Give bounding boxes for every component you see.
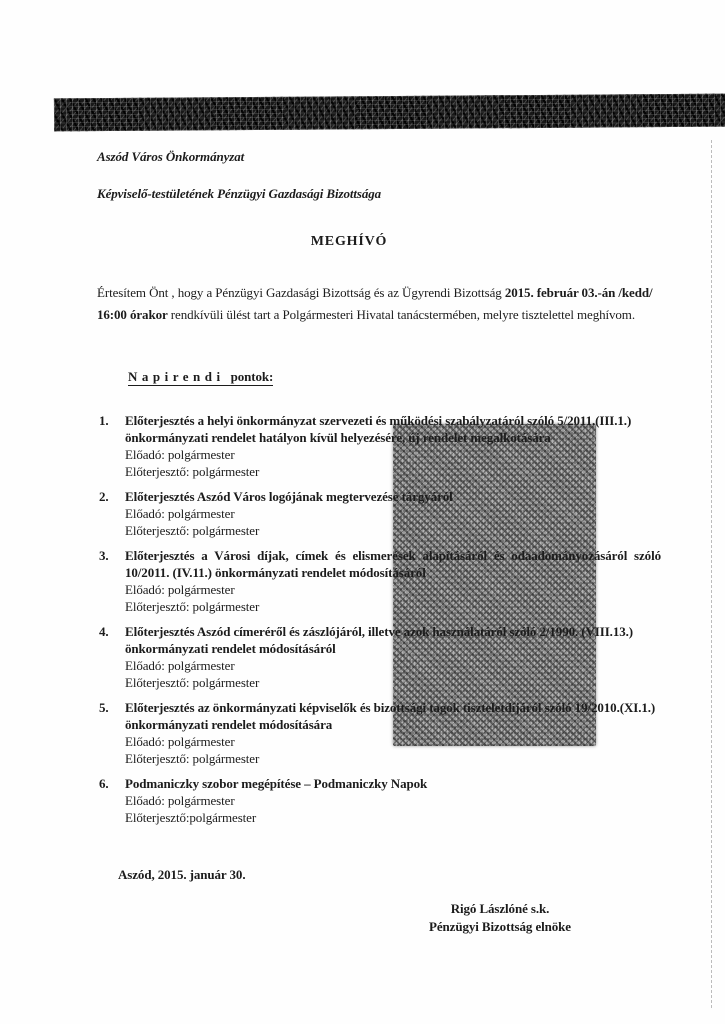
org-name: Aszód Város Önkormányzat	[97, 149, 245, 164]
committee-name: Képviselő-testületének Pénzügyi Gazdasági Bizottsága	[97, 186, 382, 201]
agenda-heading	[128, 368, 661, 386]
document-title: MEGHÍVÓ	[310, 234, 388, 249]
agenda-item-submitter: Előterjesztő: polgármester	[125, 675, 260, 690]
agenda-item-3	[97, 547, 661, 615]
agenda-item-number: 4.	[99, 624, 109, 639]
agenda-heading-word1: Napirendi	[128, 369, 225, 384]
agenda-item-submitter: Előterjesztő: polgármester	[125, 599, 260, 614]
agenda-item-title: Előterjesztés az önkormányzati képviselők és bizottsági tagok tiszteletdíjáról szóló 19/2010.(XI.1.) önkormányzati rendelet módosítására	[125, 700, 656, 732]
agenda-item-title: Előterjesztés Aszód címeréről és zászlójáról, illetve azok használatáról szóló 2/1990. (VIII.13.) önkormányzati rendelet módosításáról	[125, 624, 634, 656]
agenda-item-title: Podmaniczky szobor megépítése – Podmaniczky Napok	[125, 776, 428, 791]
agenda-item-number: 5.	[99, 700, 109, 715]
agenda-item-title: Előterjesztés a Városi díjak, címek és elismerések alapításáról és odaadományozásáról szóló 10/2011. (IV.11.) önkormányzati rendelet módosításáról	[125, 548, 661, 580]
agenda-item-presenter: Előadó: polgármester	[125, 447, 235, 462]
signature-title: Pénzügyi Bizottság elnöke	[429, 918, 571, 934]
agenda-item-1	[97, 412, 661, 480]
agenda-heading-word2: pontok:	[230, 369, 274, 384]
agenda-item-presenter: Előadó: polgármester	[125, 658, 235, 673]
agenda-item-title: Előterjesztés a helyi önkormányzat szervezeti és működési szabályzatáról szóló 5/2011.(III.1.) önkormányzati rendelet hatályon kívül helyezésére, új rendelet megalkotására	[125, 413, 632, 445]
invitation-paragraph	[97, 282, 661, 325]
agenda-item-submitter: Előterjesztő: polgármester	[125, 464, 260, 479]
agenda-item-number: 6.	[99, 776, 109, 791]
agenda-item-presenter: Előadó: polgármester	[125, 793, 235, 808]
agenda-item-5	[97, 699, 661, 767]
agenda-item-title: Előterjesztés Aszód Város logójának megtervezése tárgyáról	[125, 489, 453, 504]
agenda-item-number: 2.	[99, 489, 109, 504]
agenda-item-number: 3.	[99, 548, 109, 563]
agenda-item-6	[97, 775, 661, 826]
agenda-item-presenter: Előadó: polgármester	[125, 734, 235, 749]
agenda-item-presenter: Előadó: polgármester	[125, 506, 235, 521]
agenda-item-submitter: Előterjesztő: polgármester	[125, 523, 260, 538]
signature-name: Rigó Lászlóné s.k.	[450, 901, 550, 916]
agenda-item-2	[97, 488, 661, 539]
intro-text-regular-2: rendkívüli ülést tart a Polgármesteri Hivatal tanácstermében, melyre tisztelettel meghívom.	[167, 306, 635, 322]
agenda-item-4	[97, 623, 661, 691]
intro-text-regular: Értesítem Önt , hogy a Pénzügyi Gazdasági Bizottság és az Ügyrendi Bizottság	[97, 285, 505, 300]
agenda-item-number: 1.	[99, 413, 109, 428]
intro-date-bold: 2015. február 03.-án /kedd/ 16:00 órakor	[97, 285, 653, 322]
agenda-list	[97, 412, 661, 826]
signature-block	[400, 900, 600, 935]
agenda-item-presenter: Előadó: polgármester	[125, 582, 235, 597]
agenda-item-submitter: Előterjesztő: polgármester	[125, 751, 260, 766]
document-date: Aszód, 2015. január 30.	[118, 867, 246, 882]
agenda-item-submitter: Előterjesztő:polgármester	[125, 810, 257, 825]
